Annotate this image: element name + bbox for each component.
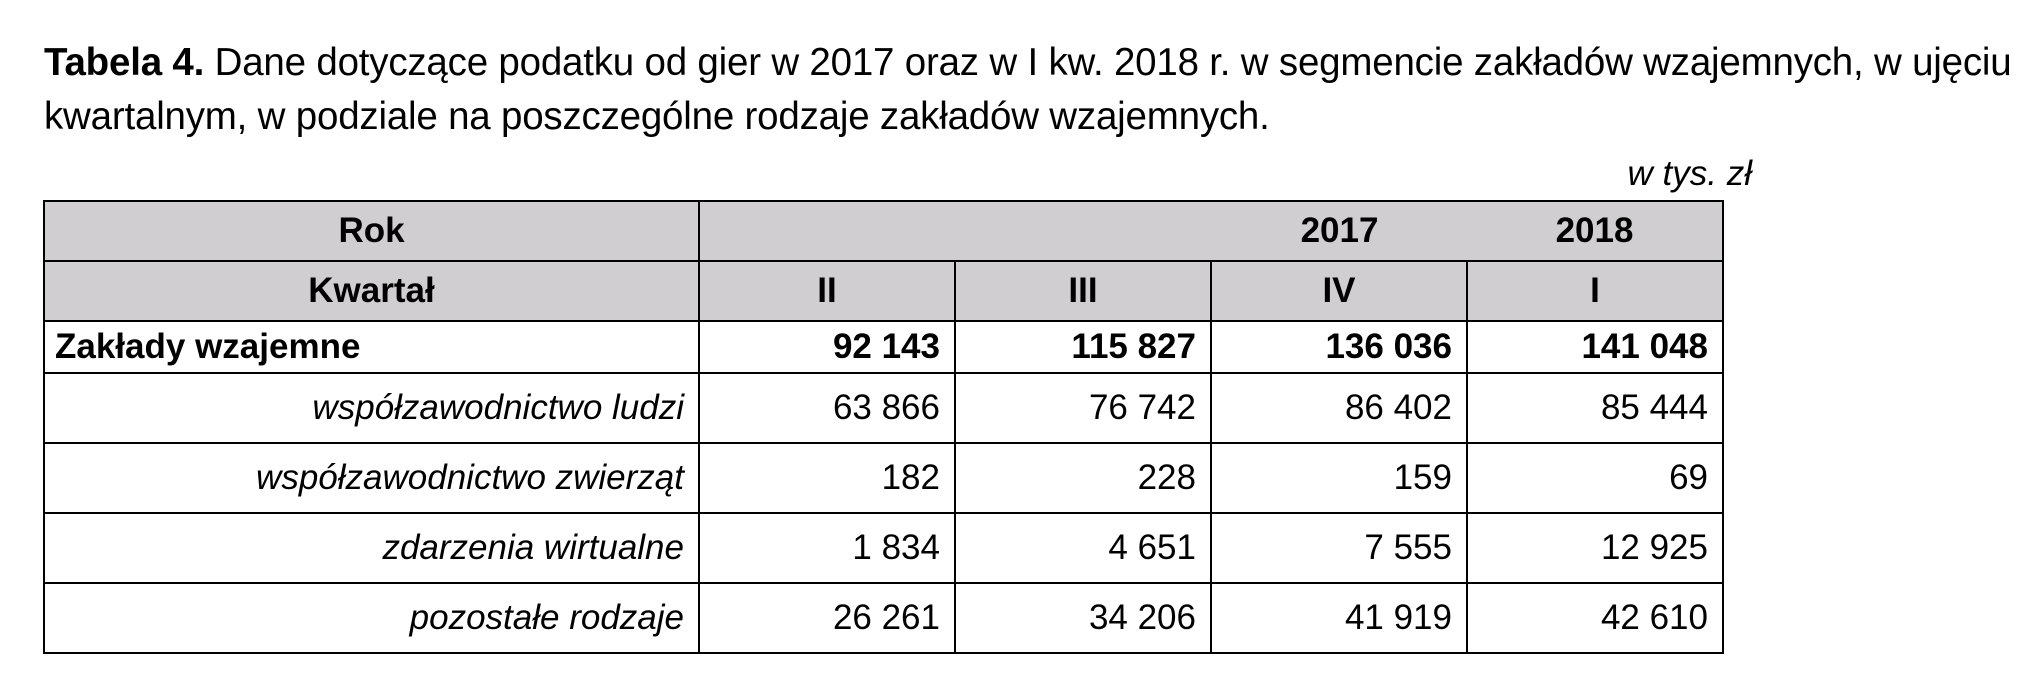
- caption-label: Tabela 4.: [44, 41, 205, 84]
- table-row: [44, 373, 1723, 443]
- year-header-cell: [699, 201, 1723, 261]
- table-cell: 1 834: [699, 513, 955, 583]
- total-cell: 92 143: [699, 321, 955, 373]
- quarter-header-cell: III: [955, 261, 1211, 321]
- total-cell: 141 048: [1467, 321, 1723, 373]
- caption-text: Dane dotyczące podatku od gier w 2017 oraz w I kw. 2018 r. w segmencie zakładów wzajemnych, w ujęciu kwartalnym, w podziale na poszczególne rodzaje zakładów wzajemnych.: [44, 41, 2012, 138]
- total-row: [44, 321, 1723, 373]
- table-row: [44, 583, 1723, 653]
- total-cell: 136 036: [1211, 321, 1467, 373]
- total-cell: 115 827: [955, 321, 1211, 373]
- table-cell: 228: [955, 443, 1211, 513]
- table-cell: 34 206: [955, 583, 1211, 653]
- table-cell: 4 651: [955, 513, 1211, 583]
- year-header-row: [44, 201, 1723, 261]
- table-cell: 63 866: [699, 373, 955, 443]
- row-label: współzawodnictwo zwierząt: [44, 443, 699, 513]
- table-cell: 86 402: [1211, 373, 1467, 443]
- year-2018: 2018: [1555, 211, 1634, 250]
- table-cell: 159: [1211, 443, 1467, 513]
- year-2017: 2017: [1300, 211, 1379, 250]
- quarter-header-cell: I: [1467, 261, 1723, 321]
- table-cell: 76 742: [955, 373, 1211, 443]
- unit-label: w tys. zł: [1627, 154, 1752, 193]
- table-row: [44, 443, 1723, 513]
- table-cell: 7 555: [1211, 513, 1467, 583]
- table-cell: 182: [699, 443, 955, 513]
- table-cell: 41 919: [1211, 583, 1467, 653]
- table-cell: 12 925: [1467, 513, 1723, 583]
- quarter-header-cell: II: [699, 261, 955, 321]
- table-cell: 26 261: [699, 583, 955, 653]
- table-cell: 69: [1467, 443, 1723, 513]
- quarter-header-row: [44, 261, 1723, 321]
- row-label: zdarzenia wirtualne: [44, 513, 699, 583]
- total-row-label: Zakłady wzajemne: [44, 321, 699, 373]
- quarter-header-cell: IV: [1211, 261, 1467, 321]
- table-cell: 85 444: [1467, 373, 1723, 443]
- year-header-label: Rok: [44, 201, 699, 261]
- table-row: [44, 513, 1723, 583]
- tax-data-table: [43, 200, 1724, 654]
- table-cell: 42 610: [1467, 583, 1723, 653]
- table-caption: [44, 36, 2024, 144]
- quarter-header-label: Kwartał: [44, 261, 699, 321]
- row-label: pozostałe rodzaje: [44, 583, 699, 653]
- row-label: współzawodnictwo ludzi: [44, 373, 699, 443]
